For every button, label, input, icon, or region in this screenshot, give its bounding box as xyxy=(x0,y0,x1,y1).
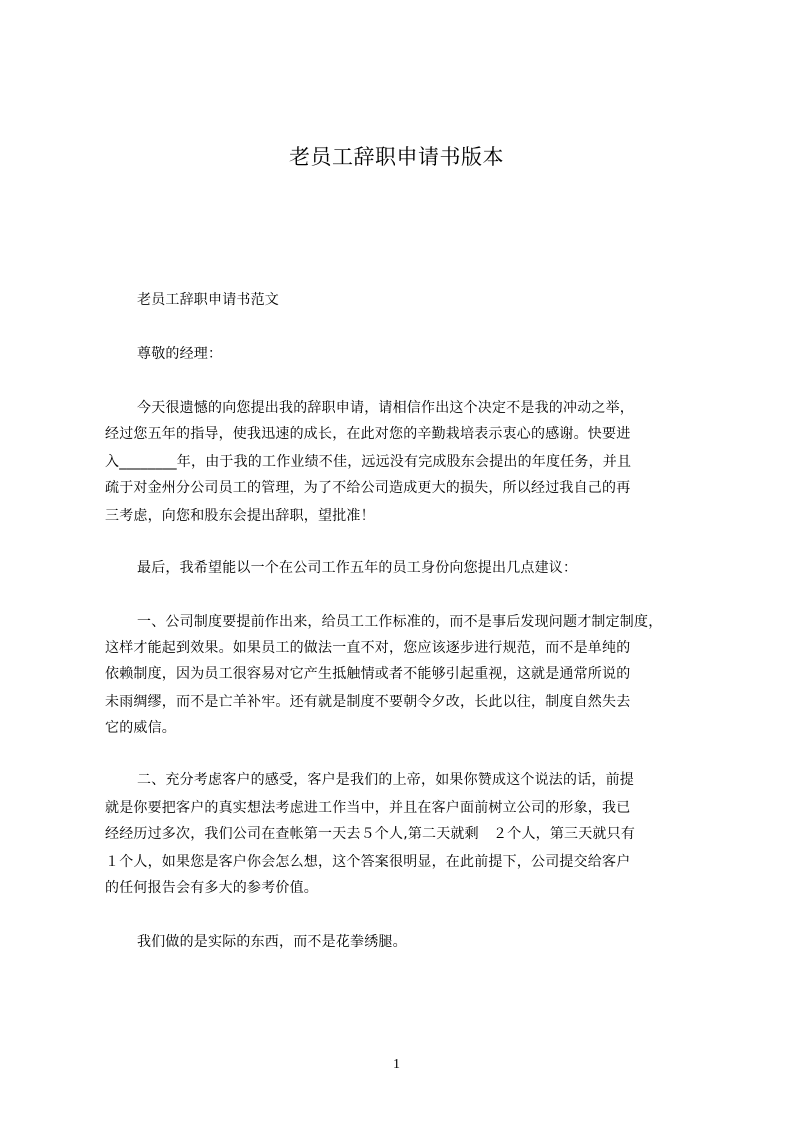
paragraph-4-line-4: １个人，如果您是客户你会怎么想，这个答案很明显，在此前提下，公司提交给客户 xyxy=(105,854,631,870)
paragraph-1-line-2: 经过您五年的指导，使我迅速的成长，在此对您的辛勤栽培表示衷心的感谢。快要进 xyxy=(105,426,631,442)
paragraph-4-line-3: 经经历过多次，我们公司在查帐第一天去５个人,第二天就剩 ２个人，第三天就只有 xyxy=(105,826,636,842)
paragraph-3-line-2: 这样才能起到效果。如果员工的做法一直不对，您应该逐步进行规范，而不是单纯的 xyxy=(105,640,631,656)
paragraph-3-line-1: 一、公司制度要提前作出来，给员工工作标准的，而不是事后发现问题才制定制度， xyxy=(137,614,663,630)
paragraph-1-line-5: 三考虑，向您和股东会提出辞职，望批准！ xyxy=(105,508,375,524)
paragraph-1-line-4: 疏于对金州分公司员工的管理，为了不给公司造成更大的损失，所以经过我自己的再 xyxy=(105,480,631,496)
subtitle: 老员工辞职申请书范文 xyxy=(137,292,279,308)
paragraph-1-line-1: 今天很遗憾的向您提出我的辞职申请，请相信作出这个决定不是我的冲动之举， xyxy=(137,400,634,416)
paragraph-4-line-2: 就是你要把客户的真实想法考虑进工作当中，并且在客户面前树立公司的形象，我已 xyxy=(105,800,631,816)
paragraph-2: 最后，我希望能以一个在公司工作五年的员工身份向您提出几点建议： xyxy=(137,560,578,576)
paragraph-4-line-1: 二、充分考虑客户的感受，客户是我们的上帝，如果你赞成这个说法的话，前提 xyxy=(137,772,634,788)
document-title: 老员工辞职申请书版本 xyxy=(289,145,504,169)
paragraph-5: 我们做的是实际的东西，而不是花拳绣腿。 xyxy=(137,934,407,950)
paragraph-1-line-3: 入________年，由于我的工作业绩不佳，远远没有完成股东会提出的年度任务，并且 xyxy=(105,454,632,470)
greeting: 尊敬的经理： xyxy=(137,346,223,362)
page-number: 1 xyxy=(393,1057,400,1072)
paragraph-4-line-5: 的任何报告会有多大的参考价值。 xyxy=(105,880,318,896)
paragraph-3-line-4: 未雨绸缪，而不是亡羊补牢。还有就是制度不要朝令夕改，长此以往，制度自然失去 xyxy=(105,694,631,710)
paragraph-3-line-5: 它的威信。 xyxy=(105,720,176,736)
paragraph-3-line-3: 依赖制度，因为员工很容易对它产生抵触情或者不能够引起重视，这就是通常所说的 xyxy=(105,666,631,682)
